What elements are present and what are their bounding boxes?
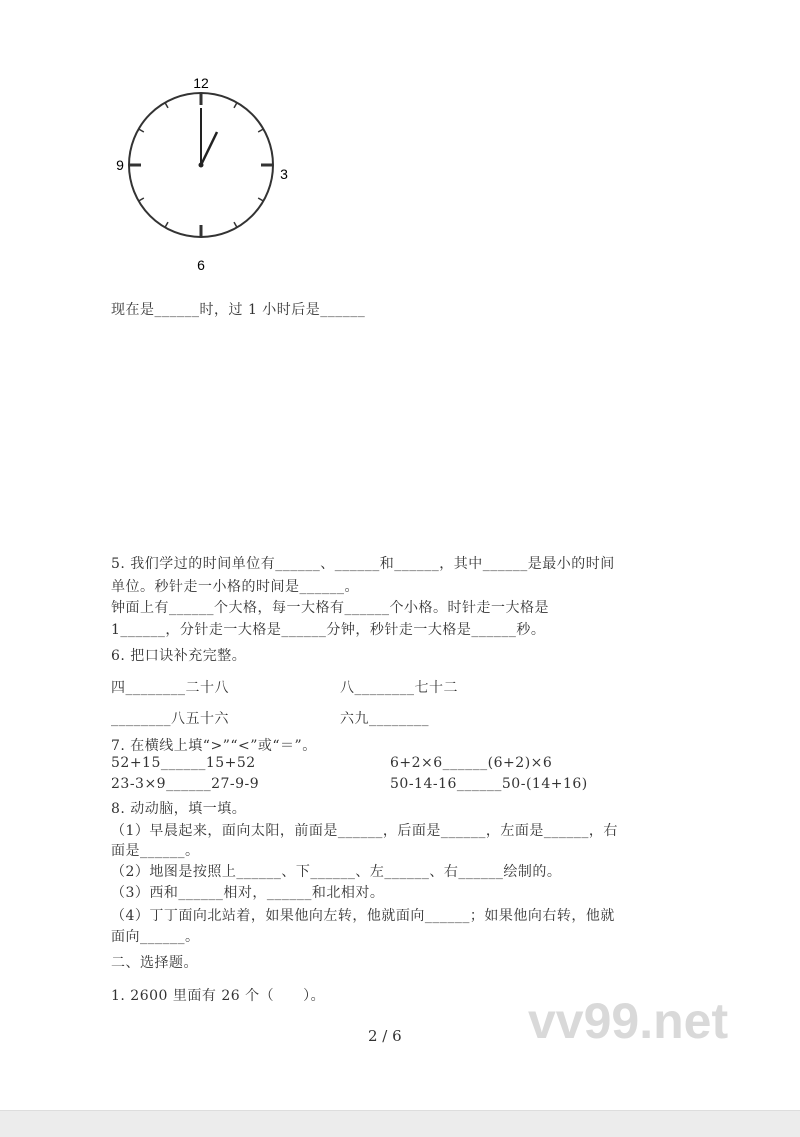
clock-tick [139,198,144,201]
clock-tick [234,103,237,108]
section-2-heading: 二、选择题。 [111,955,198,971]
clock-label-9: 9 [116,157,124,173]
q8-line: （2）地图是按照上______、下______、左______、右______绘制的。 [111,864,562,880]
q6-item: 四________二十八 [111,680,229,696]
clock-tick [165,222,168,227]
clock-tick [165,103,168,108]
q7-item: 6+2×6______(6+2)×6 [390,755,553,771]
clock-tick [139,129,144,132]
viewer-bottom-bar [0,1110,800,1137]
q5-line-1: 5. 我们学过的时间单位有______、______和______，其中______是最小的时间 [111,556,615,572]
clock-label-3: 3 [280,166,288,182]
q6-item: 六九________ [340,711,429,727]
q6-title: 6. 把口诀补充完整。 [111,648,247,664]
question-4-text: 现在是______时，过 1 小时后是______ [111,302,366,318]
clock-tick [234,222,237,227]
clock-tick [258,198,263,201]
q7-title: 7. 在横线上填“>”“<”或“＝”。 [111,738,317,754]
q5-line-2: 单位。秒针走一小格的时间是______。 [111,579,359,595]
clock-label-6: 6 [197,257,205,273]
q6-item: ________八五十六 [111,711,229,727]
q8-line: （1）早晨起来，面向太阳，前面是______，后面是______，左面是______，右 [111,823,618,839]
q7-item: 23-3×9______27-9-9 [111,776,260,792]
q8-line: （4）丁丁面向北站着，如果他向左转，他就面向______；如果他向右转，他就 [111,908,615,924]
q8-title: 8. 动动脑，填一填。 [111,801,247,817]
q5-line-3: 钟面上有______个大格，每一大格有______个小格。时针走一大格是 [111,600,549,616]
page-number: 2 / 6 [368,1027,402,1045]
clock-tick [258,129,263,132]
s2-question-1: 1. 2600 里面有 26 个（ ）。 [111,988,326,1004]
q8-line: 面是______。 [111,843,200,859]
q7-item: 52+15______15+52 [111,755,256,771]
clock-figure [110,70,300,280]
watermark: vv99.net [528,993,729,1049]
q6-item: 八________七十二 [340,680,458,696]
q7-item: 50-14-16______50-(14+16) [390,776,588,792]
q8-line: 面向______。 [111,929,200,945]
q5-line-4: 1______，分针走一大格是______分钟，秒针走一大格是______秒。 [111,622,546,638]
q8-line: （3）西和______相对，______和北相对。 [111,885,385,901]
clock-label-12: 12 [193,75,209,91]
hour-hand [201,132,217,165]
